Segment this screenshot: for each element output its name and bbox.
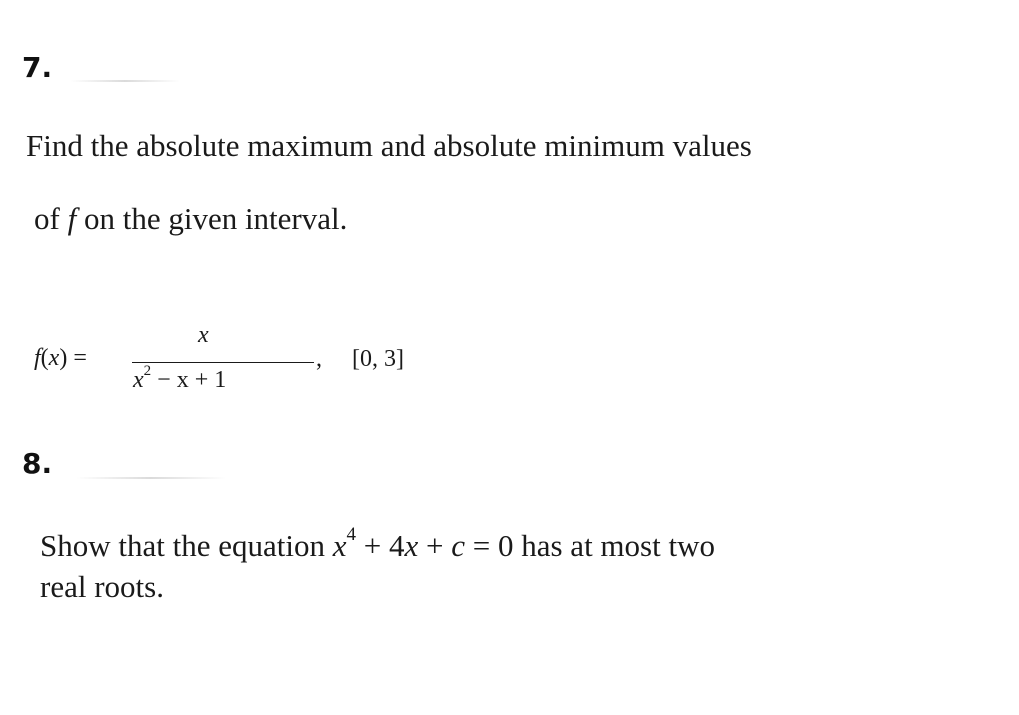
formula-lhs: f(x) = [34,345,87,371]
formula-comma: , [316,346,322,372]
faint-separator-7 [70,80,180,82]
formula-numerator: x [198,322,209,348]
formula-denominator: $x^2 - x + 1$ [133,363,227,393]
question-7-line-2 [34,201,347,237]
question-7-formula [34,322,454,402]
question-8-line-1: Show that the equation $x^4 + 4x + c = 0$ has at most two [40,524,715,563]
q7-line2-pre: of [34,201,68,236]
question-7-line-1: Find the absolute maximum and absolute minimum values [26,128,752,163]
formula-interval: [0, 3] [352,346,404,372]
question-number-7: 7. [22,51,53,84]
faint-separator-8 [76,477,226,479]
question-8-line-2: real roots. [40,569,164,604]
fraction-bar [132,362,314,363]
q7-line2-post: on the given interval. [76,201,348,236]
question-number-8: 8. [22,447,53,480]
q7-function-var: f [67,201,77,236]
